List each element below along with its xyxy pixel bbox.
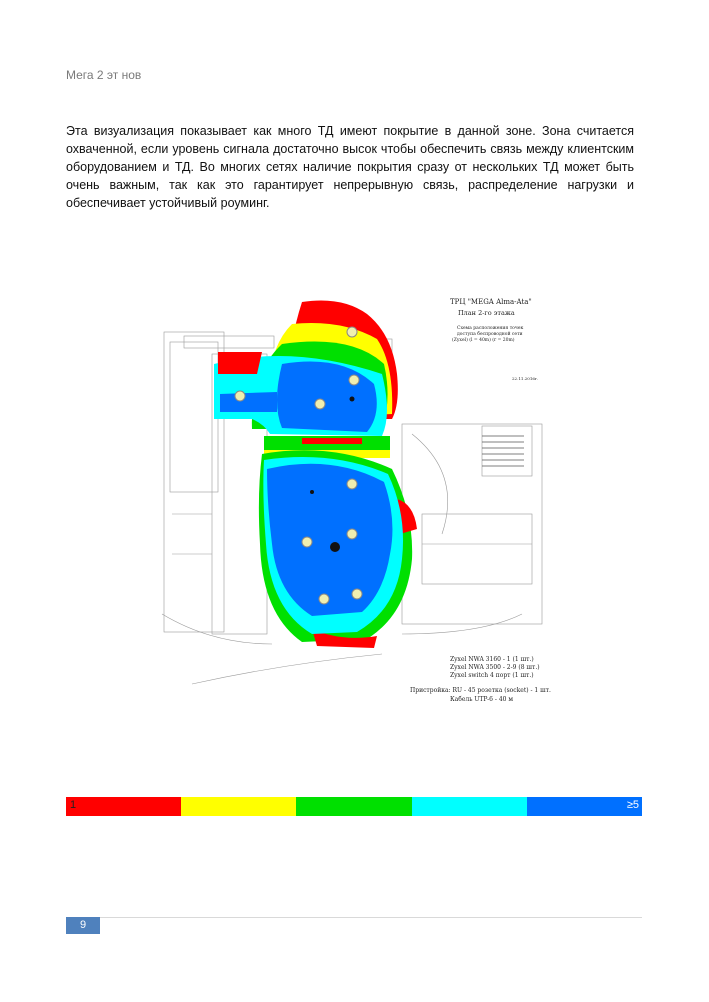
plan-subtitle-1: Схема расположения точек <box>457 326 524 331</box>
plan-subtitle-2: доступа беспроводной сети <box>457 332 523 337</box>
footer-divider <box>66 917 642 918</box>
equipment-line-1: Zyxel NWA 3160 - 1 (1 шт.) <box>450 656 534 663</box>
plan-date: 22.11.2016г. <box>512 376 539 381</box>
coverage-legend <box>66 797 642 816</box>
legend-red <box>66 797 181 816</box>
legend-cyan <box>412 797 527 816</box>
plan-subtitle-3: (Zyxel) (l = 40m) (r = 20m) <box>452 338 515 343</box>
legend-yellow <box>181 797 296 816</box>
legend-max-label: ≥5 <box>626 799 640 811</box>
page-header: Мега 2 эт нов <box>66 68 142 82</box>
equipment-line-3: Zyxel switch 4 порт (1 шт.) <box>450 672 534 679</box>
page-number: 9 <box>66 917 100 934</box>
legend-blue <box>527 797 642 816</box>
equipment-line-2: Zyxel NWA 3500 - 2-9 (8 шт.) <box>450 664 540 671</box>
legend-min-label: 1 <box>70 799 77 811</box>
coverage-heatmap-upper <box>214 301 398 437</box>
legend-green <box>296 797 411 816</box>
plan-floor: План 2-го этажа <box>458 309 515 317</box>
description-paragraph: Эта визуализация показывает как много ТД имеют покрытие в данной зоне. Зона считается охваченной, если уровень сигнала достаточно высок чтобы обеспечить связь между клиентским оборудованием и ТД. Во многих сетях наличие покрытия сразу от нескольких ТД может быть очень важным, так как это гарантирует непрерывную связь, распределение нагрузки и обеспечивает устойчивый роуминг. <box>66 124 634 210</box>
plan-annotations <box>410 298 551 703</box>
extras-line-1: Пристройка: RU - 45 розетка (socket) - 1 шт. <box>410 687 551 694</box>
floor-plan-heatmap <box>152 214 556 784</box>
plan-title: ТРЦ "MEGA Alma-Ata" <box>450 298 532 306</box>
stair-hatching <box>482 436 524 466</box>
extras-line-2: Кабель UTP-6 - 40 м <box>450 696 514 703</box>
